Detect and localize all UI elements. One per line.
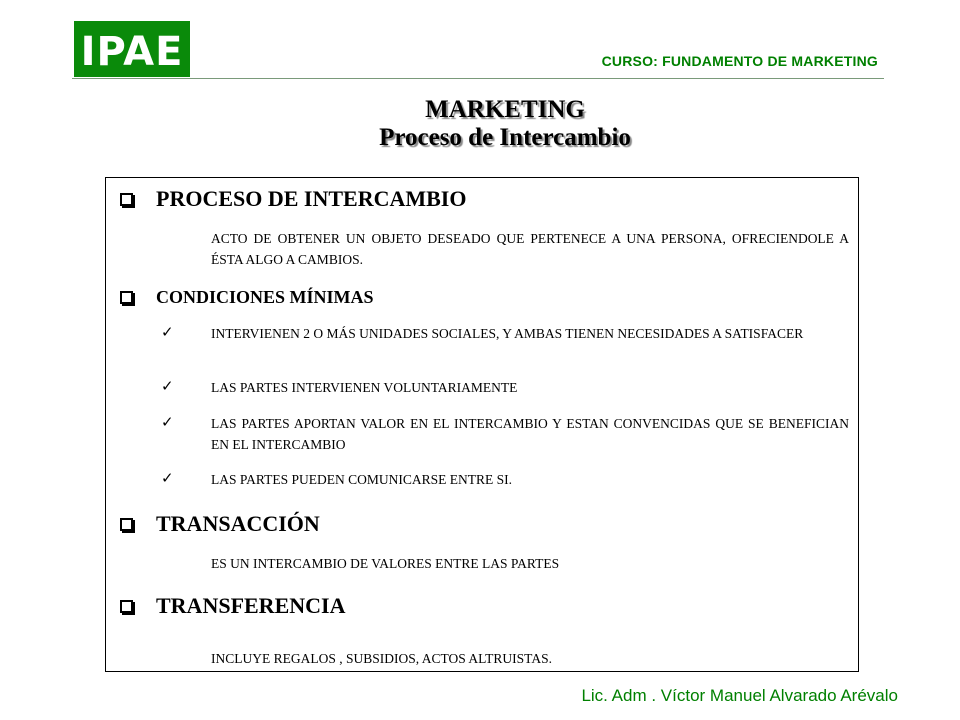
square-bullet-icon — [120, 193, 133, 206]
title-main: MARKETING — [425, 96, 585, 123]
section-title-transferencia: TRANSFERENCIA — [156, 593, 346, 618]
section-title-proceso: PROCESO DE INTERCAMBIO — [156, 186, 467, 211]
condition-item: LAS PARTES APORTAN VALOR EN EL INTERCAMBIO Y ESTAN CONVENCIDAS QUE SE BENEFICIAN EN EL INTERCAMBIO — [211, 416, 849, 452]
ipae-logo — [72, 19, 192, 79]
check-icon: ✓ — [161, 379, 174, 395]
square-bullet-icon — [120, 600, 133, 613]
section-text-transaccion: ES UN INTERCAMBIO DE VALORES ENTRE LAS PARTES — [211, 556, 560, 571]
slide-title — [0, 96, 960, 152]
square-bullet-icon — [120, 518, 133, 531]
title-subtitle: Proceso de Intercambio — [379, 124, 631, 151]
section-text-transferencia: INCLUYE REGALOS , SUBSIDIOS, ACTOS ALTRUISTAS. — [211, 651, 552, 666]
footer-author: Lic. Adm . Víctor Manuel Alvarado Arévalo — [581, 686, 898, 705]
condition-item: INTERVIENEN 2 O MÁS UNIDADES SOCIALES, Y AMBAS TIENEN NECESIDADES A SATISFACER — [211, 326, 804, 341]
square-bullet-icon — [120, 291, 133, 304]
check-icon: ✓ — [161, 325, 174, 341]
section-title-condiciones: CONDICIONES MÍNIMAS — [156, 287, 374, 307]
logo-text: IPAE — [80, 29, 184, 75]
section-transferencia — [120, 593, 345, 619]
check-icon: ✓ — [161, 471, 174, 487]
section-condiciones — [120, 287, 374, 308]
content-box — [105, 177, 859, 672]
check-icon: ✓ — [161, 415, 174, 431]
header-divider — [72, 78, 884, 79]
section-transaccion — [120, 511, 320, 537]
condition-item: LAS PARTES INTERVIENEN VOLUNTARIAMENTE — [211, 380, 518, 395]
section-title-transaccion: TRANSACCIÓN — [156, 511, 320, 536]
section-text-proceso: ACTO DE OBTENER UN OBJETO DESEADO QUE PERTENECE A UNA PERSONA, OFRECIENDOLE A ÉSTA ALGO A CAMBIOS. — [211, 231, 849, 267]
section-proceso — [120, 186, 466, 212]
condition-item: LAS PARTES PUEDEN COMUNICARSE ENTRE SI. — [211, 472, 512, 487]
course-label: CURSO: FUNDAMENTO DE MARKETING — [601, 53, 878, 69]
